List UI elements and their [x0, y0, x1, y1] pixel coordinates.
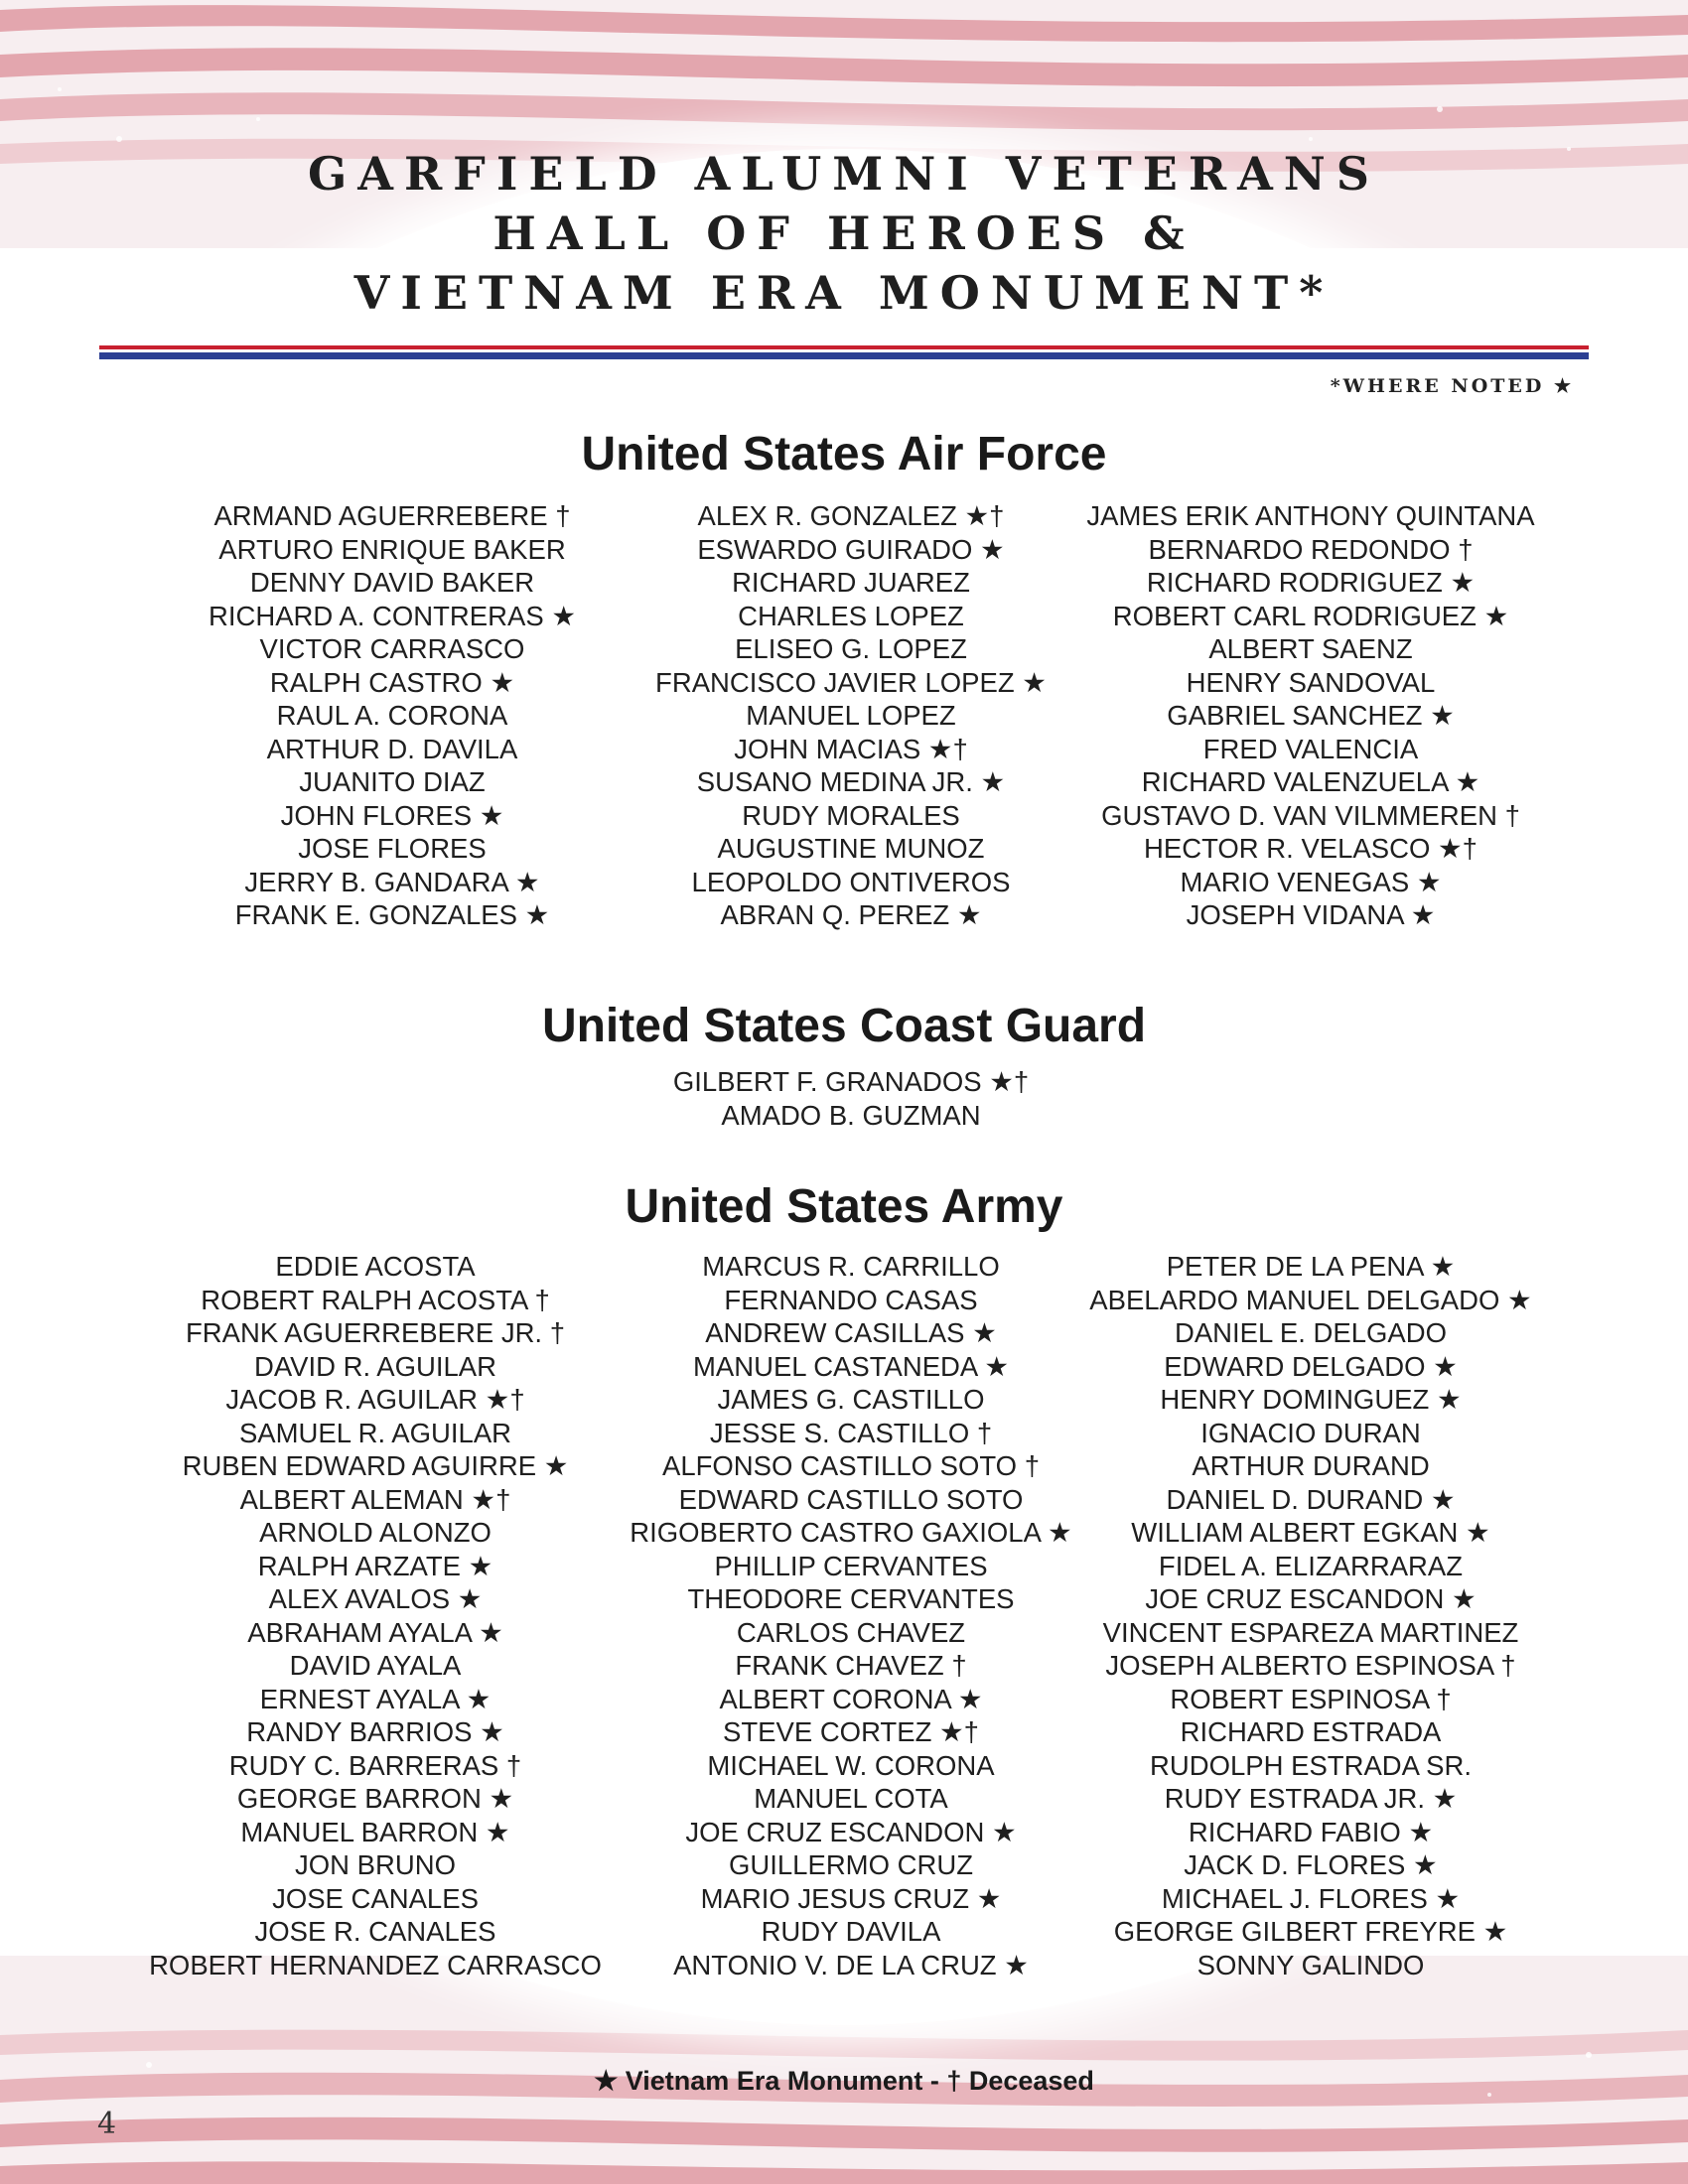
veteran-name: RANDY BARRIOS ★	[246, 1716, 504, 1747]
veteran-name: RUDY DAVILA	[761, 1916, 941, 1947]
veteran-name: PETER DE LA PENA ★	[1166, 1251, 1456, 1282]
veteran-name: RICHARD ESTRADA	[1180, 1716, 1442, 1747]
veteran-name: RICHARD JUAREZ	[732, 567, 970, 598]
veteran-name: THEODORE CERVANTES	[687, 1583, 1015, 1614]
veteran-name: VINCENT ESPAREZA MARTINEZ	[1102, 1616, 1519, 1648]
veteran-name: FRANK AGUERREBERE JR. †	[185, 1317, 566, 1348]
page-number: 4	[97, 2107, 117, 2141]
veteran-name: DANIEL E. DELGADO	[1174, 1317, 1448, 1348]
veteran-name: ARNOLD ALONZO	[259, 1517, 492, 1548]
air-force-column-1	[149, 499, 635, 932]
veteran-name: GILBERT F. GRANADOS ★†	[672, 1066, 1030, 1097]
header-line-3: VIETNAM ERA MONUMENT*	[353, 266, 1335, 320]
veteran-name: JUANITO DIAZ	[299, 766, 486, 797]
veteran-name: SONNY GALINDO	[1196, 1949, 1425, 1980]
veteran-name: BERNARDO REDONDO †	[1148, 533, 1474, 565]
veteran-name: AMADO B. GUZMAN	[721, 1099, 981, 1131]
veteran-name: ROBERT ESPINOSA †	[1170, 1683, 1452, 1714]
veteran-name: JOHN MACIAS ★†	[734, 733, 968, 764]
veteran-name: GABRIEL SANCHEZ ★	[1167, 700, 1455, 731]
veteran-name: DENNY DAVID BAKER	[249, 567, 535, 598]
veteran-name: RALPH ARZATE ★	[257, 1550, 493, 1581]
veteran-name: ELISEO G. LOPEZ	[735, 633, 967, 664]
veteran-name: RICHARD A. CONTRERAS ★	[209, 600, 576, 631]
veteran-name: FIDEL A. ELIZARRARAZ	[1158, 1550, 1464, 1581]
veteran-name: MICHAEL W. CORONA	[707, 1749, 995, 1781]
army-column-2	[608, 1250, 1094, 1981]
veteran-name: ALEX R. GONZALEZ ★†	[697, 500, 1005, 531]
veteran-name: MANUEL COTA	[754, 1783, 948, 1814]
veteran-name: JAMES ERIK ANTHONY QUINTANA	[1086, 500, 1535, 531]
veteran-name: VICTOR CARRASCO	[259, 633, 525, 664]
where-noted-note: *WHERE NOTED ★	[1330, 375, 1574, 397]
veteran-name: JOE CRUZ ESCANDON ★	[685, 1816, 1017, 1847]
veteran-name: JAMES G. CASTILLO	[717, 1384, 985, 1415]
veteran-name: RICHARD RODRIGUEZ ★	[1146, 567, 1476, 598]
veteran-name: SUSANO MEDINA JR. ★	[696, 766, 1006, 797]
red-blue-rule	[99, 345, 1589, 362]
veteran-name: HENRY SANDOVAL	[1186, 666, 1436, 698]
veteran-name: AUGUSTINE MUNOZ	[717, 833, 985, 864]
veteran-name: MANUEL BARRON ★	[240, 1816, 510, 1847]
veteran-name: ROBERT RALPH ACOSTA †	[201, 1284, 550, 1315]
veteran-name: JACOB R. AGUILAR ★†	[225, 1384, 525, 1415]
veteran-name: RICHARD FABIO ★	[1188, 1816, 1434, 1847]
veteran-name: MICHAEL J. FLORES ★	[1161, 1882, 1461, 1914]
veteran-name: RUDY MORALES	[742, 799, 960, 831]
veteran-name: FERNANDO CASAS	[724, 1284, 978, 1315]
veteran-name: GUILLERMO CRUZ	[729, 1849, 973, 1880]
header-line-2: HALL OF HEROES &	[492, 206, 1196, 260]
veteran-name: GUSTAVO D. VAN VILMMEREN †	[1101, 799, 1520, 831]
air-force-column-2	[608, 499, 1094, 932]
veteran-name: ROBERT CARL RODRIGUEZ ★	[1112, 600, 1509, 631]
veteran-name: ALBERT SAENZ	[1208, 633, 1413, 664]
veteran-name: CHARLES LOPEZ	[738, 600, 964, 631]
veteran-name: ARTHUR DURAND	[1192, 1450, 1430, 1481]
veteran-name: HECTOR R. VELASCO ★†	[1144, 833, 1477, 864]
section-title-army: United States Army	[625, 1180, 1063, 1233]
veteran-name: CARLOS CHAVEZ	[736, 1616, 966, 1648]
veteran-name: RALPH CASTRO ★	[269, 666, 515, 698]
veteran-name: ABELARDO MANUEL DELGADO ★	[1089, 1284, 1532, 1315]
veteran-name: ERNEST AYALA ★	[259, 1683, 492, 1714]
veteran-name: PHILLIP CERVANTES	[714, 1550, 988, 1581]
page-header	[0, 144, 1688, 323]
veteran-name: DANIEL D. DURAND ★	[1166, 1483, 1456, 1515]
veteran-name: JOSE FLORES	[298, 833, 487, 864]
veteran-name: ARTHUR D. DAVILA	[266, 733, 518, 764]
veteran-name: DAVID R. AGUILAR	[254, 1350, 496, 1382]
veteran-name: RAUL A. CORONA	[276, 700, 508, 731]
header-line-1: GARFIELD ALUMNI VETERANS	[307, 147, 1381, 201]
veteran-name: JACK D. FLORES ★	[1184, 1849, 1438, 1880]
veteran-name: HENRY DOMINGUEZ ★	[1160, 1384, 1462, 1415]
veteran-name: FRANK CHAVEZ †	[735, 1650, 967, 1681]
legend: ★ Vietnam Era Monument - † Deceased	[594, 2066, 1094, 2096]
veteran-name: MARIO VENEGAS ★	[1180, 866, 1442, 897]
veteran-name: ALEX AVALOS ★	[268, 1583, 483, 1614]
veteran-name: RUDY ESTRADA JR. ★	[1164, 1783, 1458, 1814]
veteran-name: MARCUS R. CARRILLO	[702, 1251, 1000, 1282]
veteran-name: RUBEN EDWARD AGUIRRE ★	[182, 1450, 569, 1481]
veteran-name: DAVID AYALA	[289, 1650, 462, 1681]
veteran-name: JOSEPH ALBERTO ESPINOSA †	[1105, 1650, 1516, 1681]
veteran-name: JESSE S. CASTILLO †	[709, 1417, 993, 1448]
air-force-column-3	[1067, 499, 1554, 932]
veteran-name: ROBERT HERNANDEZ CARRASCO	[149, 1949, 602, 1980]
coast-guard-names	[608, 1065, 1094, 1132]
veteran-name: RUDOLPH ESTRADA SR.	[1150, 1749, 1472, 1781]
veteran-name: MANUEL CASTANEDA ★	[692, 1350, 1010, 1382]
veteran-name: RUDY C. BARRERAS †	[228, 1749, 522, 1781]
veteran-name: ANTONIO V. DE LA CRUZ ★	[673, 1949, 1029, 1980]
veteran-name: JOSEPH VIDANA ★	[1186, 899, 1436, 930]
veteran-name: ANDREW CASILLAS ★	[705, 1317, 997, 1348]
veteran-name: ALFONSO CASTILLO SOTO †	[661, 1450, 1041, 1481]
veteran-name: FRED VALENCIA	[1202, 733, 1419, 764]
veteran-name: ALBERT ALEMAN ★†	[239, 1483, 511, 1515]
army-column-1	[132, 1250, 619, 1981]
veteran-name: ABRAHAM AYALA ★	[247, 1616, 503, 1648]
veteran-name: IGNACIO DURAN	[1200, 1417, 1421, 1448]
veteran-name: MANUEL LOPEZ	[746, 700, 956, 731]
veteran-name: JOSE CANALES	[272, 1882, 479, 1914]
army-column-3	[1067, 1250, 1554, 1981]
veteran-name: FRANK E. GONZALES ★	[234, 899, 550, 930]
veteran-name: EDWARD DELGADO ★	[1164, 1350, 1458, 1382]
veteran-name: ABRAN Q. PEREZ ★	[720, 899, 982, 930]
veteran-name: JOHN FLORES ★	[280, 799, 504, 831]
section-title-air-force: United States Air Force	[581, 428, 1107, 480]
veteran-name: GEORGE GILBERT FREYRE ★	[1113, 1916, 1508, 1947]
veteran-name: STEVE CORTEZ ★†	[723, 1716, 979, 1747]
veteran-name: EDWARD CASTILLO SOTO	[678, 1483, 1024, 1515]
veteran-name: FRANCISCO JAVIER LOPEZ ★	[655, 666, 1047, 698]
veteran-name: JOE CRUZ ESCANDON ★	[1145, 1583, 1477, 1614]
veteran-name: JERRY B. GANDARA ★	[244, 866, 540, 897]
veteran-name: JON BRUNO	[295, 1849, 456, 1880]
veteran-name: WILLIAM ALBERT EGKAN ★	[1131, 1517, 1490, 1548]
veteran-name: RIGOBERTO CASTRO GAXIOLA ★	[630, 1517, 1072, 1548]
veteran-name: MARIO JESUS CRUZ ★	[700, 1882, 1002, 1914]
veteran-name: ALBERT CORONA ★	[719, 1683, 983, 1714]
section-title-coast-guard: United States Coast Guard	[541, 1000, 1147, 1052]
veteran-name: RICHARD VALENZUELA ★	[1141, 766, 1480, 797]
veteran-name: EDDIE ACOSTA	[275, 1251, 476, 1282]
veteran-name: ESWARDO GUIRADO ★	[697, 533, 1005, 565]
veteran-name: SAMUEL R. AGUILAR	[238, 1417, 512, 1448]
veteran-name: GEORGE BARRON ★	[236, 1783, 514, 1814]
veteran-name: LEOPOLDO ONTIVEROS	[691, 866, 1011, 897]
veteran-name: ARTURO ENRIQUE BAKER	[218, 533, 566, 565]
veteran-name: ARMAND AGUERREBERE †	[213, 500, 571, 531]
veteran-name: JOSE R. CANALES	[254, 1916, 496, 1947]
